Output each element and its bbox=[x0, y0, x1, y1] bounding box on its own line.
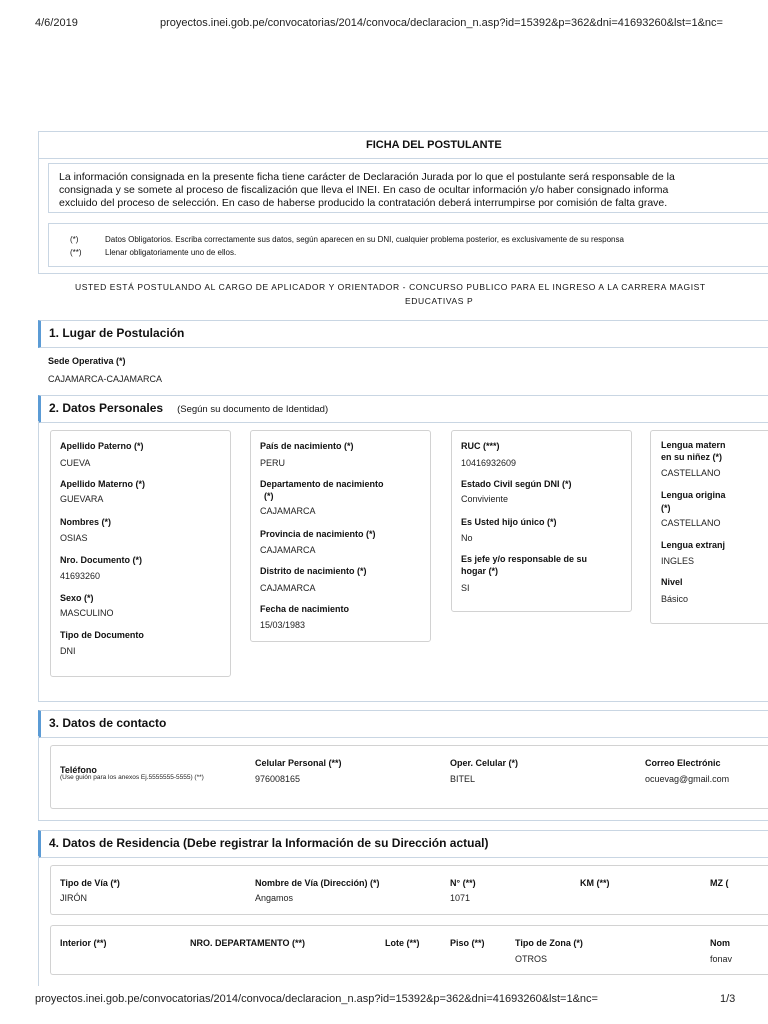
field-value: CUEVA bbox=[60, 458, 91, 468]
notice-line: excluido del proceso de selección. En caso de haberse producido la contratación deberá interrumpirse por comisión de falta grave. bbox=[59, 197, 668, 209]
section3-header bbox=[38, 710, 768, 738]
field-label: N° (**) bbox=[450, 878, 476, 888]
field-label: Lengua origina bbox=[661, 490, 726, 500]
field-value: CASTELLANO bbox=[661, 518, 721, 528]
field-label: Oper. Celular (*) bbox=[450, 758, 519, 768]
section2-subtitle: (Según su documento de Identidad) bbox=[177, 404, 329, 415]
field-value: Básico bbox=[661, 594, 689, 604]
print-footer-url: proyectos.inei.gob.pe/convocatorias/2014/convoca/declaracion_n.asp?id=15392&p=362&dni=41693260&lst=1&nc= bbox=[35, 993, 598, 1005]
residence-card-street bbox=[50, 865, 768, 915]
field-label: en su niñez (*) bbox=[661, 452, 723, 462]
notice-line: La información consignada en la presente ficha tiene carácter de Declaración Jurada por lo que el postulante será responsable de la bbox=[59, 171, 675, 183]
legend-text: Llenar obligatoriamente uno de ellos. bbox=[105, 248, 237, 257]
form-title-bar bbox=[38, 131, 768, 159]
contact-card bbox=[50, 745, 768, 809]
field-label: RUC (***) bbox=[461, 441, 500, 451]
field-label: (*) bbox=[661, 503, 671, 513]
field-label: Fecha de nacimiento bbox=[260, 604, 350, 614]
personal-card-birth bbox=[250, 430, 431, 642]
sede-value: CAJAMARCA-CAJAMARCA bbox=[48, 374, 163, 384]
sede-label: Sede Operativa (*) bbox=[48, 356, 126, 366]
notice-line: consignada y se somete al proceso de fiscalización que lleva el INEI. En caso de ocultar información y/o haber consignado informa bbox=[59, 184, 669, 196]
field-label: Sexo (*) bbox=[60, 593, 94, 603]
field-value: No bbox=[461, 533, 473, 543]
field-value: PERU bbox=[260, 458, 286, 468]
declaration-notice bbox=[48, 163, 768, 213]
notice-panel bbox=[38, 157, 768, 274]
field-value: 976008165 bbox=[255, 774, 301, 784]
phone-label: Teléfono bbox=[60, 765, 97, 775]
field-label: Nombre de Vía (Dirección) (*) bbox=[255, 878, 380, 888]
field-label: País de nacimiento (*) bbox=[260, 441, 354, 451]
field-value: SI bbox=[461, 583, 470, 593]
legend-box bbox=[48, 223, 768, 267]
field-label: Nro. Documento (*) bbox=[60, 555, 142, 565]
banner-line: EDUCATIVAS P bbox=[405, 296, 474, 306]
field-value: BITEL bbox=[450, 774, 476, 784]
legend-mark: (*) bbox=[70, 235, 79, 244]
phone-hint: (Use guión para los anexos Ej.5555555-5555) (**) bbox=[60, 774, 204, 781]
print-page-number: 1/3 bbox=[720, 993, 736, 1005]
field-label: KM (**) bbox=[580, 878, 610, 888]
section1-header bbox=[38, 320, 768, 348]
field-label: Provincia de nacimiento (*) bbox=[260, 529, 376, 539]
field-value: Angamos bbox=[255, 893, 294, 903]
form-title: FICHA DEL POSTULANTE bbox=[366, 139, 502, 151]
field-value: CAJAMARCA bbox=[260, 506, 316, 516]
field-label: (*) bbox=[264, 491, 274, 501]
field-label: Tipo de Vía (*) bbox=[60, 878, 120, 888]
field-value: 10416932609 bbox=[461, 458, 517, 468]
field-value: ocuevag@gmail.com bbox=[645, 774, 730, 784]
field-label: Apellido Paterno (*) bbox=[60, 441, 144, 451]
field-label: Nom bbox=[710, 938, 730, 948]
section2-header bbox=[38, 395, 768, 423]
field-label: Estado Civil según DNI (*) bbox=[461, 479, 572, 489]
residence-card-details bbox=[50, 925, 768, 975]
field-label: MZ ( bbox=[710, 878, 729, 888]
field-label: NRO. DEPARTAMENTO (**) bbox=[190, 938, 306, 948]
field-label: Es jefe y/o responsable de su bbox=[461, 554, 588, 564]
field-value: 15/03/1983 bbox=[260, 620, 306, 630]
field-value: OTROS bbox=[515, 954, 548, 964]
field-label: Apellido Materno (*) bbox=[60, 479, 145, 489]
position-banner bbox=[38, 282, 768, 312]
section4-title: 4. Datos de Residencia (Debe registrar la Información de su Dirección actual) bbox=[49, 836, 489, 850]
field-label: Lote (**) bbox=[385, 938, 420, 948]
section2-title bbox=[49, 401, 328, 415]
field-label: Interior (**) bbox=[60, 938, 107, 948]
field-value: fonav bbox=[710, 954, 733, 964]
field-label: hogar (*) bbox=[461, 566, 498, 576]
field-label: Departamento de nacimiento bbox=[260, 479, 384, 489]
field-value: CAJAMARCA bbox=[260, 583, 316, 593]
field-value: GUEVARA bbox=[60, 494, 104, 504]
field-label: Nivel bbox=[661, 577, 683, 587]
field-label: Piso (**) bbox=[450, 938, 485, 948]
field-value: Conviviente bbox=[461, 494, 509, 504]
banner-line: USTED ESTÁ POSTULANDO AL CARGO DE APLICADOR Y ORIENTADOR - CONCURSO PUBLICO PARA EL INGRESO A LA CARRERA MAGIST bbox=[75, 282, 706, 292]
field-label: Es Usted hijo único (*) bbox=[461, 517, 557, 527]
field-value: INGLES bbox=[661, 556, 695, 566]
field-value: 1071 bbox=[450, 893, 471, 903]
field-label: Distrito de nacimiento (*) bbox=[260, 566, 367, 576]
field-label: Lengua matern bbox=[661, 440, 726, 450]
field-value: JIRÓN bbox=[60, 893, 87, 903]
field-label: Correo Electrónic bbox=[645, 758, 721, 768]
personal-card-language bbox=[650, 430, 768, 624]
print-url: proyectos.inei.gob.pe/convocatorias/2014/convoca/declaracion_n.asp?id=15392&p=362&dni=41693260&lst=1&nc= bbox=[160, 17, 723, 29]
field-value: OSIAS bbox=[60, 533, 88, 543]
section2-title-text: 2. Datos Personales bbox=[49, 401, 164, 415]
field-value: DNI bbox=[60, 646, 76, 656]
field-label: Tipo de Documento bbox=[60, 630, 144, 640]
print-date: 4/6/2019 bbox=[35, 17, 78, 29]
personal-card-status bbox=[451, 430, 632, 612]
field-label: Tipo de Zona (*) bbox=[515, 938, 583, 948]
legend-mark: (**) bbox=[70, 248, 82, 257]
legend-text: Datos Obligatorios. Escriba correctamente sus datos, según aparecen en su DNI, cualquier problema posterior, es exclusivamente de su responsa bbox=[105, 235, 624, 244]
section4-header bbox=[38, 830, 768, 858]
field-value: 41693260 bbox=[60, 571, 101, 581]
field-value: CAJAMARCA bbox=[260, 545, 316, 555]
section3-title: 3. Datos de contacto bbox=[49, 716, 167, 730]
field-label: Nombres (*) bbox=[60, 517, 112, 527]
field-label: Celular Personal (**) bbox=[255, 758, 342, 768]
section1-title: 1. Lugar de Postulación bbox=[49, 326, 185, 340]
field-label: Lengua extranj bbox=[661, 540, 726, 550]
personal-card-names bbox=[50, 430, 231, 677]
field-value: CASTELLANO bbox=[661, 468, 721, 478]
field-value: MASCULINO bbox=[60, 608, 114, 618]
